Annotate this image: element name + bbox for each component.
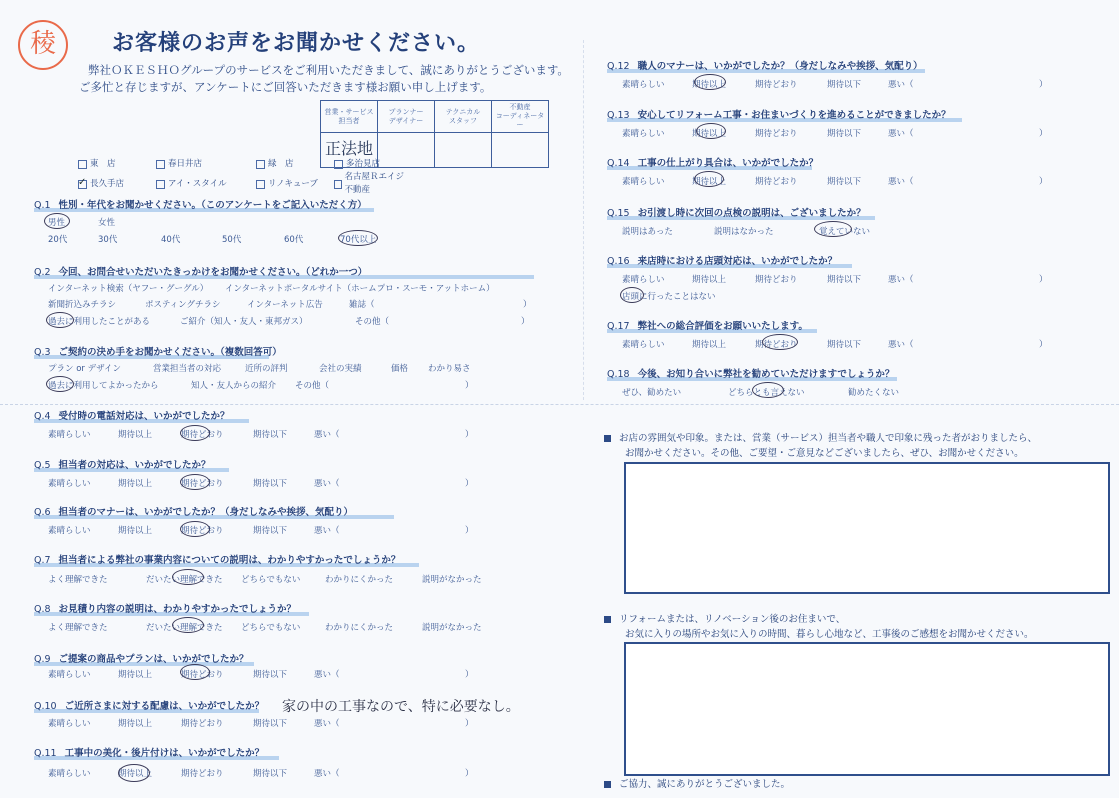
answer-option[interactable]: 説明はなかった (714, 227, 774, 237)
answer-option[interactable]: ぜひ、勧めたい (622, 388, 682, 398)
branch-option[interactable]: 緑 店 (256, 158, 334, 171)
answer-option[interactable]: 素晴らしい (622, 129, 665, 139)
answer-option[interactable]: 素晴らしい (48, 430, 91, 440)
answer-option[interactable]: 過去に利用したことがある (48, 317, 151, 327)
answer-option[interactable]: 期待以上 (692, 275, 727, 285)
answer-option[interactable]: インターネットポータルサイト（ホームプロ・スーモ・アットホーム） (225, 284, 495, 294)
answer-option[interactable]: ） (465, 479, 474, 489)
answer-circle-icon (752, 382, 784, 398)
answer-option[interactable]: ） (1039, 129, 1048, 139)
answer-circle-icon (180, 521, 210, 537)
answer-option[interactable]: わかりにくかった (325, 623, 394, 633)
question-label (34, 552, 400, 566)
checkbox-icon[interactable] (256, 160, 265, 169)
answer-option[interactable]: 悪い（ (314, 769, 340, 779)
answer-option[interactable]: 期待以上 (692, 177, 727, 187)
answer-option[interactable]: 素晴らしい (48, 526, 91, 536)
question-number: Q.2 (34, 267, 51, 278)
answer-option[interactable]: 期待以上 (692, 129, 727, 139)
answer-option[interactable]: 悪い（ (314, 430, 340, 440)
answer-option[interactable]: 期待どおり (181, 719, 224, 729)
checkbox-icon[interactable] (78, 160, 87, 169)
answer-option[interactable]: 期待どおり (181, 526, 224, 536)
answer-option[interactable]: 期待以上 (118, 719, 153, 729)
staff-signature: 正法地 (324, 138, 373, 158)
question-number: Q.15 (607, 208, 630, 219)
answer-option[interactable]: プラン or デザイン (48, 364, 122, 374)
answer-option[interactable]: 期待以下 (253, 670, 288, 680)
answer-option[interactable]: 期待どおり (755, 177, 798, 187)
answer-option[interactable]: 悪い（ (314, 479, 340, 489)
answer-option[interactable]: 悪い（ (314, 526, 340, 536)
answer-circle-icon (46, 376, 74, 392)
answer-option[interactable]: 期待以下 (827, 129, 862, 139)
answer-option[interactable]: だいたい理解できた (146, 575, 223, 585)
answer-circle-icon (118, 764, 153, 782)
answer-option[interactable]: よく理解できた (48, 623, 108, 633)
comment-box-1[interactable] (624, 462, 1110, 594)
question-label (607, 366, 894, 380)
question-text: 安心してリフォーム工事・お住まいづくりを進めることができましたか？ (637, 110, 951, 121)
answer-option[interactable]: 期待どおり (755, 129, 798, 139)
answer-option[interactable]: 素晴らしい (48, 670, 91, 680)
answer-option[interactable]: 素晴らしい (48, 769, 91, 779)
answer-option[interactable]: 営業担当者の対応 (153, 364, 222, 374)
question-text: 性別・年代をお聞かせください。（このアンケートをご記入いただく方） (58, 200, 367, 211)
answer-option[interactable]: ） (1039, 177, 1048, 187)
answer-option[interactable]: 悪い（ (888, 129, 914, 139)
branch-option[interactable]: リノキューブ (256, 171, 334, 197)
question-number: Q.14 (607, 158, 630, 169)
question-label (34, 745, 264, 759)
question-label (34, 504, 353, 518)
answer-option[interactable]: ） (523, 300, 532, 310)
question-label (34, 264, 367, 278)
answer-option[interactable]: 近所の評判 (245, 364, 288, 374)
question-label (34, 408, 230, 422)
question-text: ご近所さまに対する配慮は、いかがでしたか？ (64, 701, 265, 712)
question-label (34, 651, 249, 665)
branch-option[interactable]: ✓ 長久手店 (78, 171, 156, 197)
answer-option[interactable]: 素晴らしい (48, 479, 91, 489)
answer-option[interactable]: どちらとも言えない (728, 388, 805, 398)
answer-option[interactable]: 悪い（ (888, 80, 914, 90)
question-label (607, 318, 808, 332)
branch-checkboxes (78, 158, 412, 197)
answer-option[interactable]: 期待以下 (827, 275, 862, 285)
question-text: 今回、お問合せいただいたきっかけをお聞かせください。（どれか一つ） (58, 267, 368, 278)
question-text: 受付時の電話対応は、いかがでしたか？ (58, 411, 230, 422)
question-text: 今後、お知り合いに弊社を勧めていただけますでしょうか？ (637, 369, 895, 380)
answer-option[interactable]: 女性 (98, 218, 116, 228)
answer-option[interactable]: インターネット検索（ヤフー・グーグル） (48, 284, 209, 294)
answer-circle-icon (694, 74, 726, 90)
answer-option[interactable]: 男性 (48, 218, 66, 228)
answer-option[interactable]: 説明がなかった (422, 575, 482, 585)
question-label (34, 457, 211, 471)
question-number: Q.11 (34, 748, 57, 759)
answer-option[interactable]: その他（ (295, 381, 330, 391)
answer-option[interactable]: 期待以下 (827, 177, 862, 187)
answer-option[interactable]: 期待以下 (827, 80, 862, 90)
answer-option[interactable]: 期待どおり (181, 769, 224, 779)
answer-option[interactable]: 30代 (98, 235, 118, 245)
answer-option[interactable]: 期待以上 (692, 340, 727, 350)
answer-option[interactable]: ） (465, 769, 474, 779)
answer-circle-icon (814, 221, 852, 237)
answer-option[interactable]: 素晴らしい (622, 275, 665, 285)
answer-option[interactable]: ） (1039, 275, 1048, 285)
question-text: ご契約の決め手をお聞かせください。（複数回答可） (58, 347, 282, 358)
answer-option[interactable]: ） (465, 430, 474, 440)
answer-circle-icon (46, 312, 74, 328)
staff-header: テクニカル スタッフ (435, 101, 492, 133)
answer-option[interactable]: 期待どおり (755, 275, 798, 285)
handwritten-comment-q10: 家の中の工事なので、特に必要なし。 (282, 699, 520, 715)
answer-option[interactable]: 期待以下 (253, 479, 288, 489)
question-text: 来店時における店頭対応は、いかがでしたか？ (637, 256, 838, 267)
answer-option[interactable]: 素晴らしい (622, 177, 665, 187)
branch-option[interactable]: アイ・スタイル (156, 171, 256, 197)
answer-option[interactable]: 期待以上 (118, 479, 153, 489)
question-number: Q.6 (34, 507, 51, 518)
checkbox-icon[interactable] (256, 180, 265, 189)
question-text: ご提案の商品やプランは、いかがでしたか？ (58, 654, 249, 665)
company-logo-icon: 稜 (18, 20, 68, 70)
checkbox-icon[interactable] (334, 160, 343, 169)
answer-circle-icon (692, 171, 727, 187)
answer-circle-icon (696, 123, 726, 139)
answer-option[interactable]: どちらでもない (241, 623, 301, 633)
answer-option[interactable]: 70代以上 (340, 235, 377, 245)
answer-option[interactable]: その他（ (355, 317, 390, 327)
answer-option[interactable]: 店頭に行ったことはない (622, 292, 716, 302)
answer-circle-icon (180, 664, 210, 680)
question-text: 弊社への総合評価をお願いいたします。 (637, 321, 808, 332)
page-title: お客様のお声をお聞かせください。 (112, 31, 481, 56)
answer-option[interactable]: ポスティングチラシ (145, 300, 221, 310)
answer-option[interactable]: 素晴らしい (622, 80, 665, 90)
answer-option[interactable]: だいたい理解できた (146, 623, 223, 633)
comment-section-2-label: リフォームまたは、リノベーション後のお住まいで、 お気に入りの場所やお気に入りの時間、暮らし心地など、工事後のご感想をお聞かせください。 (604, 612, 1034, 642)
answer-option[interactable]: ） (465, 381, 474, 391)
answer-option[interactable]: 期待以上 (118, 430, 153, 440)
question-number: Q.8 (34, 604, 51, 615)
answer-circle-icon (620, 287, 644, 303)
answer-option[interactable]: 雑誌（ (349, 300, 375, 310)
answer-option[interactable]: ） (1039, 80, 1048, 90)
checkbox-icon[interactable] (156, 180, 165, 189)
staff-header: 営業・サービス 担当者 (321, 101, 378, 133)
question-text: 担当者の対応は、いかがでしたか？ (58, 460, 211, 471)
answer-option[interactable]: 覚えていない (819, 227, 871, 237)
question-label (34, 698, 264, 712)
answer-option[interactable]: インターネット広告 (247, 300, 323, 310)
question-label (607, 58, 923, 72)
answer-option[interactable]: 説明はあった (622, 227, 673, 237)
branch-option[interactable]: 春日井店 (156, 158, 256, 171)
answer-option[interactable]: 悪い（ (314, 719, 340, 729)
answer-option[interactable]: 期待以下 (253, 769, 288, 779)
question-text: 担当者のマナーは、いかがでしたか？（身だしなみや挨拶、気配り） (58, 507, 354, 518)
branch-option[interactable]: 多治見店 (334, 158, 412, 171)
answer-option[interactable]: 説明がなかった (422, 623, 482, 633)
answer-circle-icon (762, 334, 798, 350)
question-number: Q.3 (34, 347, 51, 358)
branch-option[interactable]: 東 店 (78, 158, 156, 171)
question-number: Q.12 (607, 61, 630, 72)
answer-option[interactable]: 期待以下 (253, 430, 288, 440)
answer-option[interactable]: ） (465, 719, 474, 729)
answer-option[interactable]: 期待以上 (118, 769, 153, 779)
question-label (607, 107, 951, 121)
answer-option[interactable]: 新聞折込みチラシ (48, 300, 117, 310)
answer-option[interactable]: 期待以下 (253, 526, 288, 536)
answer-option[interactable]: 期待以上 (692, 80, 727, 90)
footer-thanks: ご協力、誠にありがとうございました。 (604, 777, 790, 792)
answer-option[interactable]: 50代 (222, 235, 242, 245)
column-divider (583, 40, 584, 400)
bullet-square-icon (604, 616, 611, 623)
staff-header: プランナー デザイナー (378, 101, 435, 133)
question-text: 工事の仕上がり具合は、いかがでしたか？ (637, 158, 819, 169)
answer-circle-icon (180, 425, 210, 441)
question-number: Q.7 (34, 555, 51, 566)
answer-option[interactable]: 40代 (161, 235, 181, 245)
question-text: 担当者による弊社の事業内容についての説明は、わかりやすかったでしょうか？ (58, 555, 401, 566)
answer-option[interactable]: 過去に利用してよかったから (48, 381, 159, 391)
question-number: Q.13 (607, 110, 630, 121)
question-label (607, 253, 837, 267)
question-number: Q.9 (34, 654, 51, 665)
answer-circle-icon (338, 230, 378, 246)
answer-option[interactable]: わかり易さ (428, 364, 471, 374)
branch-option[interactable]: 名古屋Ｒエイジ不動産 (334, 171, 412, 197)
staff-signature-cell[interactable] (435, 133, 492, 168)
answer-option[interactable]: わかりにくかった (325, 575, 394, 585)
answer-option[interactable]: 悪い（ (314, 670, 340, 680)
answer-option[interactable]: 悪い（ (888, 177, 914, 187)
answer-option[interactable]: 期待どおり (181, 430, 224, 440)
comment-section-1-label: お店の雰囲気や印象。または、営業（サービス）担当者や職人で印象に残った者がおりましたら、 お聞かせください。その他、ご要望・ご意見などございましたら、ぜひ、お聞かせください。 (604, 431, 1037, 461)
answer-circle-icon (180, 474, 210, 490)
answer-option[interactable]: 価格 (391, 364, 409, 374)
answer-option[interactable]: 20代 (48, 235, 68, 245)
question-label (607, 205, 866, 219)
answer-option[interactable]: ） (521, 317, 530, 327)
question-number: Q.1 (34, 200, 51, 211)
answer-option[interactable]: ご紹介（知人・友人・東邦ガス） (180, 317, 308, 327)
answer-option[interactable]: 期待どおり (755, 80, 798, 90)
answer-option[interactable]: 悪い（ (888, 275, 914, 285)
answer-option[interactable]: 期待どおり (755, 340, 798, 350)
question-text: 職人のマナーは、いかがでしたか？（身だしなみや挨拶、気配り） (637, 61, 923, 72)
question-text: お引渡し時に次回の点検の説明は、ございましたか？ (637, 208, 866, 219)
answer-option[interactable]: よく理解できた (48, 575, 108, 585)
answer-option[interactable]: 期待以下 (253, 719, 288, 729)
intro-text: 弊社ＯＫＥＳＨＯグループのサービスをご利用いただきまして、誠にありがとうございます。 ご多忙と存じますが、アンケートにご回答いただきます様お願い申し上げます。 (79, 63, 569, 94)
answer-option[interactable]: 期待どおり (181, 670, 224, 680)
answer-option[interactable]: ） (465, 670, 474, 680)
question-number: Q.4 (34, 411, 51, 422)
question-text: お見積り内容の説明は、わかりやすかったでしょうか？ (58, 604, 297, 615)
fold-line (0, 404, 1119, 405)
question-number: Q.5 (34, 460, 51, 471)
answer-option[interactable]: 素晴らしい (48, 719, 91, 729)
question-number: Q.10 (34, 701, 57, 712)
question-label (34, 197, 367, 211)
staff-header: 不動産 コーディネーター (492, 101, 549, 133)
answer-option[interactable]: どちらでもない (241, 575, 301, 585)
answer-option[interactable]: ） (1039, 340, 1048, 350)
question-label (34, 344, 282, 358)
checkbox-icon[interactable] (334, 180, 342, 189)
answer-option[interactable]: 期待以上 (118, 670, 153, 680)
bullet-square-icon (604, 781, 611, 788)
answer-option[interactable]: ） (465, 526, 474, 536)
question-label (607, 155, 818, 169)
answer-circle-icon (172, 569, 204, 585)
answer-option[interactable]: 悪い（ (888, 340, 914, 350)
answer-option[interactable]: 60代 (284, 235, 304, 245)
checkbox-checked-icon[interactable] (78, 180, 87, 189)
answer-option[interactable]: 期待以上 (118, 526, 153, 536)
question-number: Q.17 (607, 321, 630, 332)
comment-box-2[interactable] (624, 642, 1110, 776)
checkbox-icon[interactable] (156, 160, 165, 169)
question-number: Q.18 (607, 369, 630, 380)
answer-option[interactable]: 期待どおり (181, 479, 224, 489)
answer-option[interactable]: 会社の実績 (319, 364, 362, 374)
question-number: Q.16 (607, 256, 630, 267)
question-text: 工事中の美化・後片付けは、いかがでしたか？ (64, 748, 265, 759)
answer-option[interactable]: 知人・友人からの紹介 (191, 381, 277, 391)
answer-circle-icon (172, 617, 204, 633)
answer-option[interactable]: 勧めたくない (848, 388, 900, 398)
question-label (34, 601, 296, 615)
answer-option[interactable]: 期待以下 (827, 340, 862, 350)
answer-option[interactable]: 素晴らしい (622, 340, 665, 350)
staff-signature-cell[interactable] (492, 133, 549, 168)
bullet-square-icon (604, 435, 611, 442)
answer-circle-icon (44, 213, 70, 229)
